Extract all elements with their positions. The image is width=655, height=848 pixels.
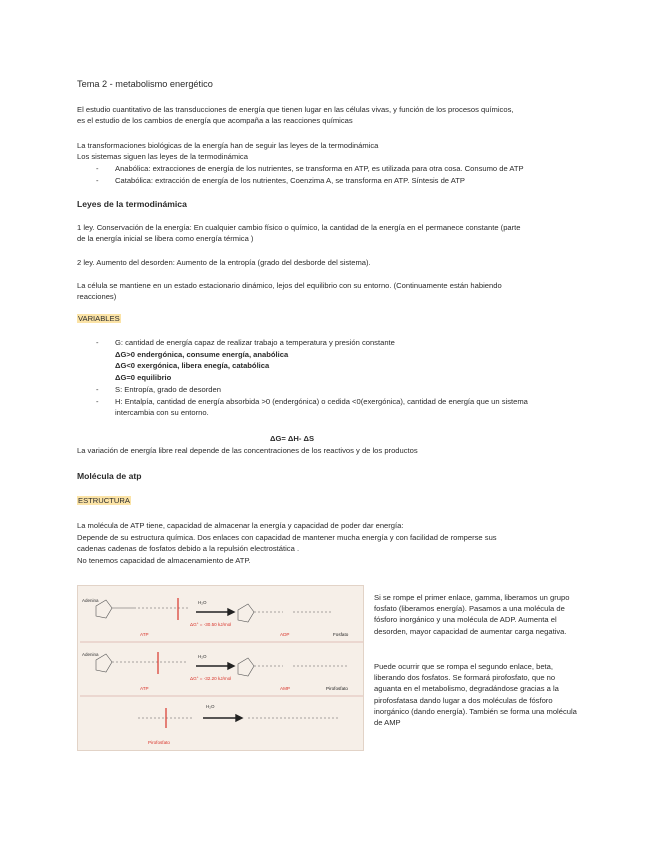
intro-line-1: El estudio cuantitativo de las transducciones de energía que tienen lugar en las células vivas, y función de los procesos químicos, — [77, 105, 514, 114]
bullet-dash: - — [96, 385, 99, 394]
estructura-label: ESTRUCTURA — [78, 496, 130, 505]
var-h-line-1: H: Entalpía, cantidad de energía absorbida >0 (endergónica) o cedida <0(exergónica), cantidad de energía que un sistema — [115, 397, 528, 406]
var-g-endergonica: ΔG>0 endergónica, consume energía, anabólica — [115, 350, 289, 359]
atp-para-line-4: No tenemos capacidad de almacenamiento de ATP. — [77, 556, 251, 565]
amp-label: AMP — [280, 686, 290, 691]
adp-label: ADP — [280, 632, 290, 637]
var-g-equilibrio: ΔG=0 equilibrio — [115, 373, 172, 382]
sistemas-text: Los sistemas siguen las leyes de la termodinámica — [77, 152, 248, 161]
arrow-label-2: ΔG° = -32.20 kJ/mol — [190, 676, 232, 681]
side-text-2: Puede ocurrir que se rompa el segundo enlace, beta, liberando dos fosfatos. Se formará pirofosfato, que no aguanta en el metabolismo, degradándose gracias a la pirofosfatasa dando lugar a dos moléculas de fósforo inorgánico (dando energía). También se forma una molécula de AMP — [374, 662, 577, 728]
fosfato-label: Fosfato — [333, 632, 349, 637]
water-label: H₂O — [198, 600, 207, 605]
leyes-heading: Leyes de la termodinámica — [77, 199, 187, 209]
var-g-exergonica: ΔG<0 exergónica, libera enegía, catabólica — [115, 361, 270, 370]
bullet-dash: - — [96, 397, 99, 406]
bullet-dash: - — [96, 176, 99, 185]
atp-para-line-3: cadenas cadenas de fosfatos debido a la repulsión electrostática . — [77, 544, 300, 553]
arrow-label-1: ΔG° = -30.50 kJ/mol — [190, 622, 232, 627]
atp-para-line-2: Depende de su estructura química. Dos enlaces con capacidad de mantener mucha energía y con facilidad de romperse sus — [77, 533, 497, 542]
atp-para-line-1: La molécula de ATP tiene, capacidad de almacenar la energía y capacidad de poder dar energía: — [77, 521, 404, 530]
bullet-dash: - — [96, 338, 99, 347]
bullet-catabolica: Catabólica: extracción de energía de los nutrientes, Coenzima A, se transforma en ATP. Síntesis de ATP — [115, 176, 465, 185]
var-s: S: Entropía, grado de desorden — [115, 385, 221, 394]
adenine-label: Adenina — [82, 598, 99, 603]
bullet-dash: - — [96, 164, 99, 173]
celula-line-1: La célula se mantiene en un estado estacionario dinámico, lejos del equilibrio con su entorno. (Continuamente están habiendo — [77, 281, 502, 290]
var-h-line-2: intercambia con su entorno. — [115, 408, 209, 417]
water-label: H₂O — [198, 654, 207, 659]
atp-heading: Molécula de atp — [77, 471, 142, 481]
ley2-text: 2 ley. Aumento del desorden: Aumento de la entropía (grado del desborde del sistema). — [77, 258, 371, 267]
atp-hydrolysis-figure — [77, 585, 364, 751]
variables-label: VARIABLES — [78, 314, 120, 323]
variacion-text: La variación de energía libre real depende de las concentraciones de los reactivos y de los productos — [77, 446, 418, 455]
ley1-line-1: 1 ley. Conservación de la energía: En cualquier cambio físico o químico, la cantidad de la energía en el permanece constante (parte — [77, 223, 521, 232]
transform-text: La transformaciones biológicas de la energía han de seguir las leyes de la termodinámica — [77, 141, 379, 150]
side-text-1: Si se rompe el primer enlace, gamma, liberamos un grupo fosfato (liberamos energía). Pasamos a una molécula de fósforo inorgánico y una molécula de ADP. Aumenta el desorden, mayor capacidad de aumentar carga negativa. — [374, 593, 570, 636]
water-label: H₂O — [206, 704, 215, 709]
gibbs-formula: ΔG= ΔH- ΔS — [270, 434, 315, 443]
pirofosfato-label: Pirofosfato — [148, 740, 170, 745]
ley1-line-2: de la energía inicial se libera como energía térmica ) — [77, 234, 254, 243]
bullet-anabolica: Anabólica: extracciones de energía de los nutrientes, se transforma en ATP, es utilizada para otra cosa. Consumo de ATP — [115, 164, 524, 173]
var-g: G: cantidad de energía capaz de realizar trabajo a temperatura y presión constante — [115, 338, 395, 347]
pirofosfato-label: Pirofosfato — [326, 686, 348, 691]
adenine-label: Adenina — [82, 652, 99, 657]
intro-line-2: es el estudio de los cambios de energía que acompaña a las reacciones químicas — [77, 116, 353, 125]
atp-label: ATP — [140, 632, 149, 637]
celula-line-2: reacciones) — [77, 292, 117, 301]
atp-label: ATP — [140, 686, 149, 691]
page-title: Tema 2 - metabolismo energético — [77, 79, 213, 89]
